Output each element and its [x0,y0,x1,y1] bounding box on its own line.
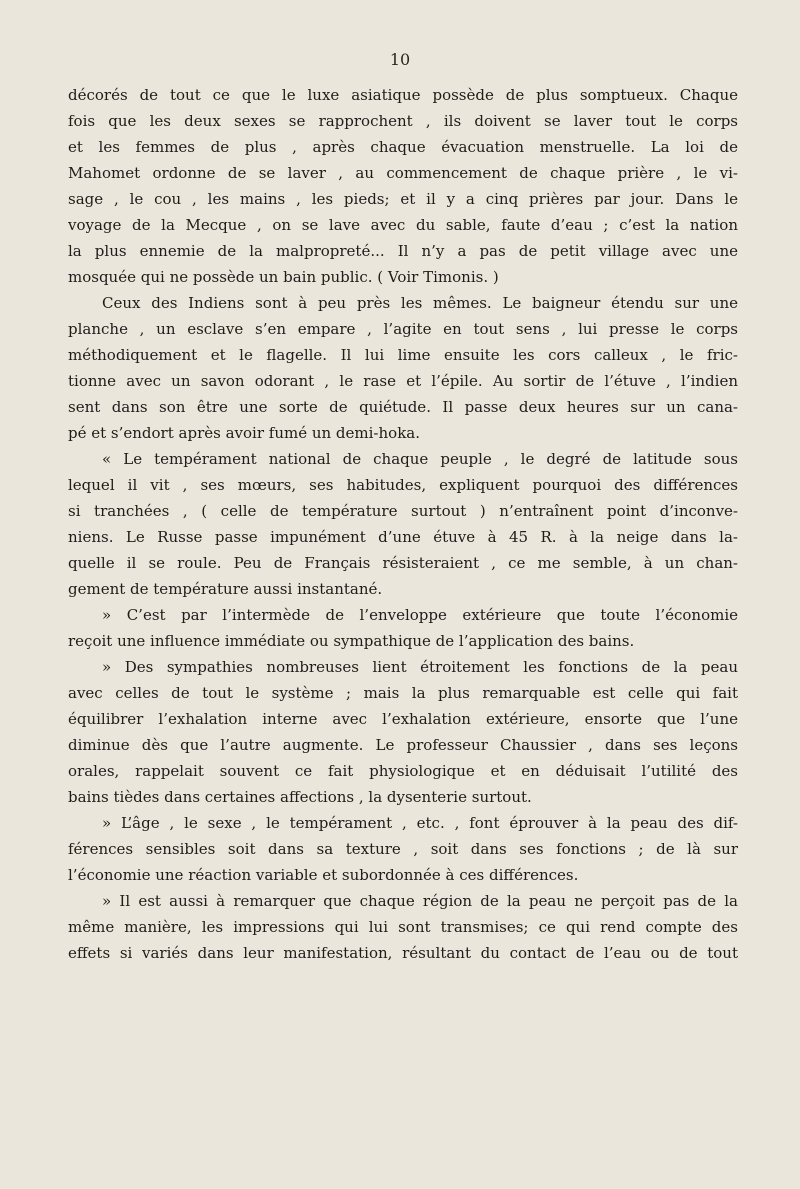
text-line: niens. Le Russe passe impunément d’une étuve à 45 R. à la neige dans la- [68,528,738,546]
text-line: Ceux des Indiens sont à peu près les mêmes. Le baigneur étendu sur une [102,294,738,312]
text-line: » Il est aussi à remarquer que chaque région de la peau ne perçoit pas de la [102,892,738,910]
text-line: fois que les deux sexes se rapprochent , ils doivent se laver tout le corps [68,112,738,130]
text-line: diminue dès que l’autre augmente. Le professeur Chaussier , dans ses leçons [68,736,738,754]
text-line: et les femmes de plus , après chaque évacuation menstruelle. La loi de [68,138,738,156]
text-line: avec celles de tout le système ; mais la plus remarquable est celle qui fait [68,684,738,702]
text-line: sage , le cou , les mains , les pieds; et il y a cinq prières par jour. Dans le [68,190,738,208]
text-line: l’économie une réaction variable et subordonnée à ces différences. [68,866,579,884]
text-line: gement de température aussi instantané. [68,580,383,598]
text-line: décorés de tout ce que le luxe asiatique possède de plus somptueux. Chaque [68,86,738,104]
text-line: même manière, les impressions qui lui sont transmises; ce qui rend compte des [68,918,738,936]
text-line: reçoit une influence immédiate ou sympathique de l’application des bains. [68,632,635,650]
text-line: » Des sympathies nombreuses lient étroitement les fonctions de la peau [102,658,738,676]
text-line: lequel il vit , ses mœurs, ses habitudes, expliquent pourquoi des différences [68,476,738,494]
text-line: » L’âge , le sexe , le tempérament , etc. , font éprouver à la peau des dif- [102,814,738,832]
text-line: pé et s’endort après avoir fumé un demi-hoka. [68,424,420,442]
text-line: « Le tempérament national de chaque peuple , le degré de latitude sous [102,450,738,468]
text-line: voyage de la Mecque , on se lave avec du sable, faute d’eau ; c’est la nation [68,216,738,234]
text-line: planche , un esclave s’en empare , l’agite en tout sens , lui presse le corps [68,320,738,338]
text-line: quelle il se roule. Peu de Français résisteraient , ce me semble, à un chan- [68,554,738,572]
text-line: Mahomet ordonne de se laver , au commencement de chaque prière , le vi- [68,164,738,182]
text-line: » C’est par l’intermède de l’enveloppe extérieure que toute l’économie [102,606,738,624]
body-text [68,82,738,966]
text-line: équilibrer l’exhalation interne avec l’exhalation extérieure, ensorte que l’une [68,710,738,728]
text-line: orales, rappelait souvent ce fait physiologique et en déduisait l’utilité des [68,762,738,780]
text-line: effets si variés dans leur manifestation, résultant du contact de l’eau ou de tout [68,944,738,962]
page-number: 10 [389,50,411,69]
text-line: méthodiquement et le flagelle. Il lui lime ensuite les cors calleux , le fric- [68,346,738,364]
text-line: férences sensibles soit dans sa texture , soit dans ses fonctions ; de là sur [68,840,738,858]
text-line: la plus ennemie de la malpropreté... Il n’y a pas de petit village avec une [68,242,738,260]
text-line: bains tièdes dans certaines affections , la dysenterie surtout. [68,788,532,806]
text-line: mosquée qui ne possède un bain public. ( Voir Timonis. ) [68,268,499,286]
text-line: sent dans son être une sorte de quiétude. Il passe deux heures sur un cana- [68,398,738,416]
text-line: si tranchées , ( celle de température surtout ) n’entraînent point d’inconve- [68,502,738,520]
text-line: tionne avec un savon odorant , le rase et l’épile. Au sortir de l’étuve , l’indien [68,372,738,390]
